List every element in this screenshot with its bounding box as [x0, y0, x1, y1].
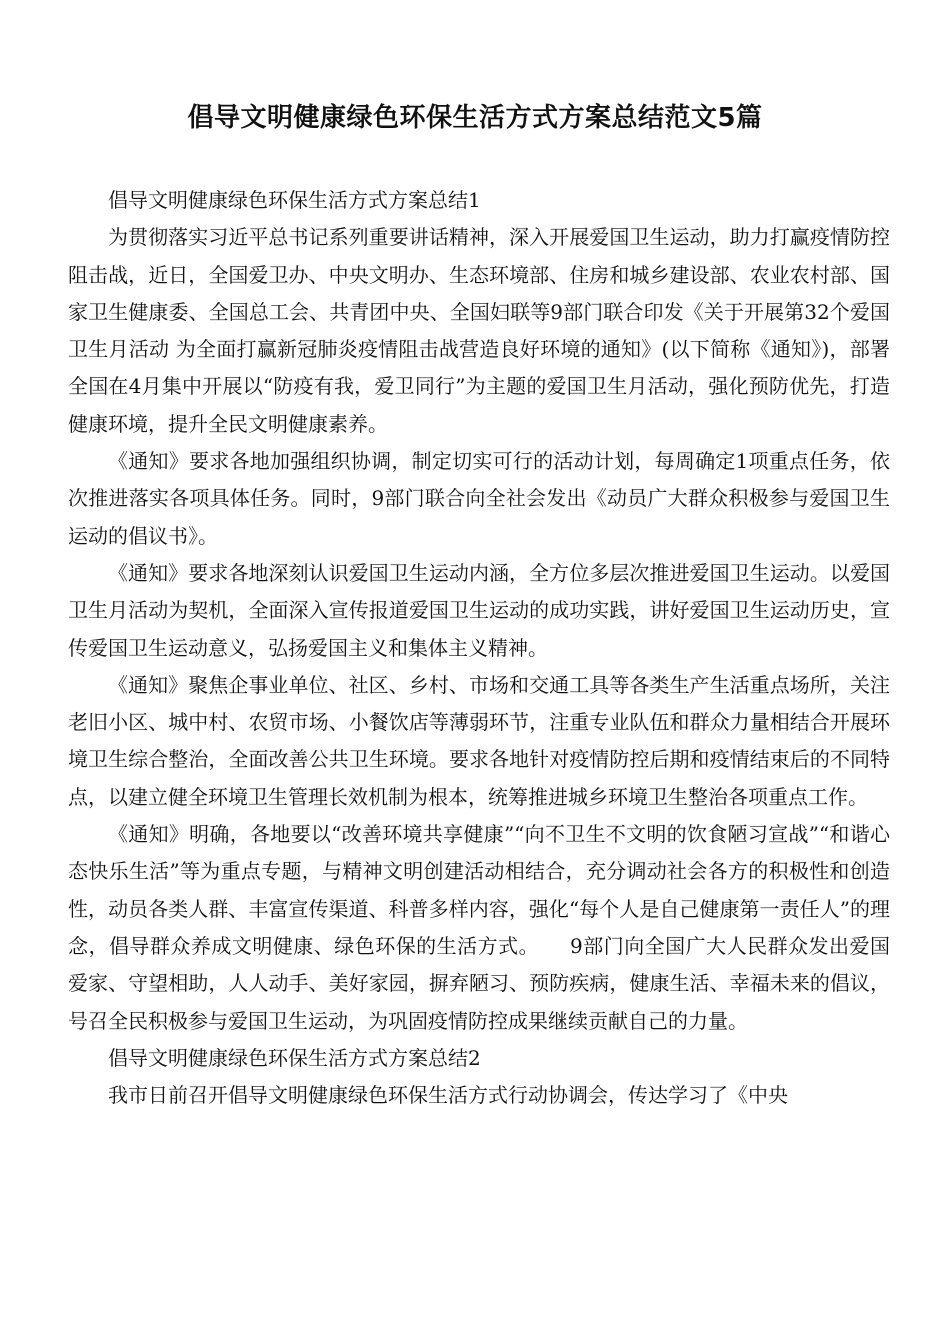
document-title: 倡导文明健康绿色环保生活方式方案总结范文5篇	[187, 103, 763, 133]
paragraph-1-2: 《通知》要求各地加强组织协调，制定切实可行的活动计划，每周确定1项重点任务，依次推进落实各项具体任务。同时，9部门联合向全社会发出《动员广大群众积极参与爱国卫生运动的倡议书》。	[68, 449, 890, 548]
section-heading-1: 倡导文明健康绿色环保生活方式方案总结1	[108, 188, 481, 212]
paragraph-1-3: 《通知》要求各地深刻认识爱国卫生运动内涵，全方位多层次推进爱国卫生运动。以爱国卫生月活动为契机，全面深入宣传报道爱国卫生运动的成功实践，讲好爱国卫生运动历史，宣传爱国卫生运动意义，弘扬爱国主义和集体主义精神。	[68, 560, 890, 660]
paragraph-1-4: 《通知》聚焦企事业单位、社区、乡村、市场和交通工具等各类生产生活重点场所，关注老旧小区、城中村、农贸市场、小餐饮店等薄弱环节，注重专业队伍和群众力量相结合开展环境卫生综合整治，全面改善公共卫生环境。要求各地针对疫情防控后期和疫情结束后的不同特点，以建立健全环境卫生管理长效机制为根本，统筹推进城乡环境卫生整治各项重点工作。	[68, 672, 890, 809]
section-heading-2: 倡导文明健康绿色环保生活方式方案总结2	[108, 1045, 481, 1070]
document-body	[68, 182, 890, 1114]
paragraph-1-5: 《通知》明确，各地要以“改善环境共享健康”“向不卫生不文明的饮食陋习宣战”“和谐心态快乐生活”等为重点专题，与精神文明创建活动相结合，充分调动社会各方的积极性和创造性，动员各类人群、丰富宣传渠道、科普多样内容，强化“每个人是自己健康第一责任人”的理念，倡导群众养成文明健康、绿色环保的生活方式。 9部门向全国广大人民群众发出爱国爱家、守望相助，人人动手、美好家园，摒弃陋习、预防疾病，健康生活、幸福未来的倡议，号召全民积极参与爱国卫生运动，为巩固疫情防控成果继续贡献自己的力量。	[68, 822, 890, 1033]
paragraph-2-1: 我市日前召开倡导文明健康绿色环保生活方式行动协调会，传达学习了《中央	[108, 1083, 788, 1108]
paragraph-1-1: 为贯彻落实习近平总书记系列重要讲话精神，深入开展爱国卫生运动，助力打赢疫情防控阻击战，近日，全国爱卫办、中央文明办、生态环境部、住房和城乡建设部、农业农村部、国家卫生健康委、全国总工会、共青团中央、全国妇联等9部门联合印发《关于开展第32个爱国卫生月活动 为全面打赢新冠肺炎疫情阻击战营造良好环境的通知》(以下简称《通知》)，部署全国在4月集中开展以“防疫有我，爱卫同行”为主题的爱国卫生月活动，强化预防优先，打造健康环境，提升全民文明健康素养。	[68, 225, 890, 436]
